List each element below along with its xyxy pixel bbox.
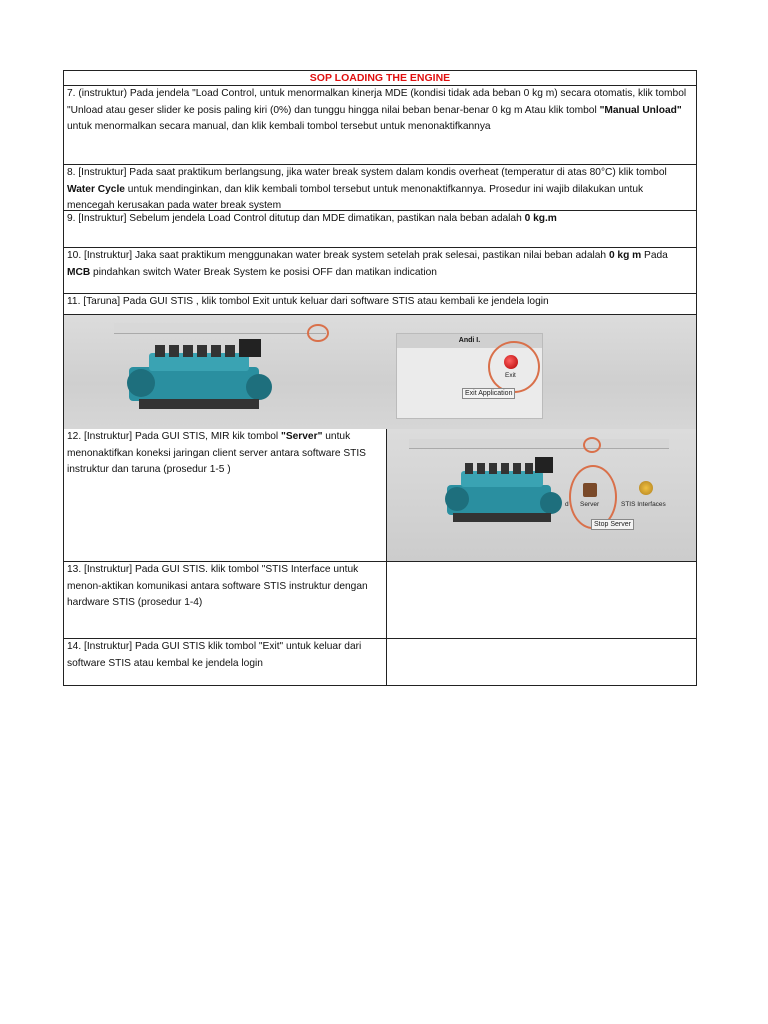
exit-button-label: Exit — [505, 372, 516, 379]
step-14-row — [64, 639, 696, 686]
step-13: 13. [Instruktur] Pada GUI STIS. klik tombol "STIS Interface untuk menon-aktikan komunikasi antara software STIS instruktur dengan hardware STIS (prosedur 1-4) — [64, 562, 387, 638]
step-12-row — [64, 429, 696, 562]
step-12 — [64, 429, 387, 561]
user-label: Andi I. — [397, 334, 542, 348]
step-8 — [64, 165, 696, 211]
step-12-bold: "Server" — [281, 431, 323, 442]
interface-button-label: STIS Interfaces — [621, 501, 666, 508]
stis-interface-icon[interactable] — [639, 481, 653, 495]
step-9-bold: 0 kg.m — [524, 213, 557, 224]
exit-tooltip: Exit Application — [462, 388, 515, 399]
screenshot-exit — [64, 315, 696, 429]
step-11: 11. [Taruna] Pada GUI STIS , klik tombol Exit untuk keluar dari software STIS atau kembali ke jendela login — [64, 294, 696, 315]
highlight-circle-2 — [583, 437, 601, 453]
sop-table — [63, 70, 697, 686]
step-7 — [64, 86, 696, 165]
prefix-label: d — [565, 501, 569, 508]
step-14: 14. [Instruktur] Pada GUI STIS klik tombol "Exit" untuk keluar dari software STIS atau kembal ke jendela login — [64, 639, 387, 685]
step-8-bold: Water Cycle — [67, 183, 125, 195]
sop-document — [63, 70, 697, 686]
step-10-text-c: pindahkan switch Water Break System ke posisi OFF dan matikan indication — [90, 266, 437, 278]
server-icon[interactable] — [583, 483, 597, 497]
highlight-circle — [307, 324, 329, 342]
step-9 — [64, 211, 696, 248]
step-9-text-a: 9. [Instruktur] Sebelum jendela Load Control ditutup dan MDE dimatikan, pastikan nala beban adalah — [67, 213, 525, 224]
screenshot-server — [387, 429, 696, 561]
step-8-text-a: 8. [Instruktur] Pada saat praktikum berlangsung, jika water break system dalam kondis overheat (temperatur di atas 80°C) klik tombol — [67, 167, 667, 178]
sop-title: SOP LOADING THE ENGINE — [64, 71, 696, 86]
step-12-text-a: 12. [Instruktur] Pada GUI STIS, MIR kik tombol — [67, 431, 282, 442]
step-12-text-b: untuk menonaktifkan koneksi jaringan client server antara software STIS instruktur dan taruna (prosedur 1-5 ) — [67, 431, 366, 475]
step-13-empty-cell — [387, 562, 696, 638]
step-10-bold-2: MCB — [67, 266, 91, 278]
window-toolbar — [114, 323, 326, 334]
server-tooltip: Stop Server — [591, 519, 634, 530]
step-10 — [64, 248, 696, 294]
step-8-text-b: untuk mendinginkan, dan klik kembali tombol tersebut untuk menonaktifkannya. Prosedur ini wajib dilakukan untuk mencegah kerusakan pada water break system — [67, 183, 644, 211]
engine-icon-2 — [439, 457, 569, 533]
step-14-empty-cell — [387, 639, 696, 685]
step-7-text-b: untuk menormalkan secara manual, dan klik kembali tombol tersebut untuk menonaktifkannya — [67, 121, 491, 132]
window-toolbar-2 — [409, 439, 669, 449]
step-10-bold-1: 0 kg m — [608, 250, 642, 261]
server-button-label: Server — [580, 501, 600, 508]
engine-icon — [119, 337, 289, 419]
step-10-text-b: Pada — [641, 250, 668, 261]
step-7-bold: "Manual Unload" — [599, 104, 682, 116]
step-7-text-a: 7. (instruktur) Pada jendela "Load Control, untuk menormalkan kinerja MDE (kondisi tidak ada beban 0 kg m) secara otomatis, klik tombol "Unload atau geser slider ke posis paling kiri (0%) dan tunggu hingga nilai beban benar-benar 0 kg m Atau klik tombol — [67, 88, 687, 116]
exit-icon[interactable] — [504, 355, 518, 369]
step-10-text-a: 10. [Instruktur] Jaka saat praktikum menggunakan water break system setelah prak selesai, pastikan nilai beban adalah — [67, 250, 609, 261]
step-13-row — [64, 562, 696, 639]
